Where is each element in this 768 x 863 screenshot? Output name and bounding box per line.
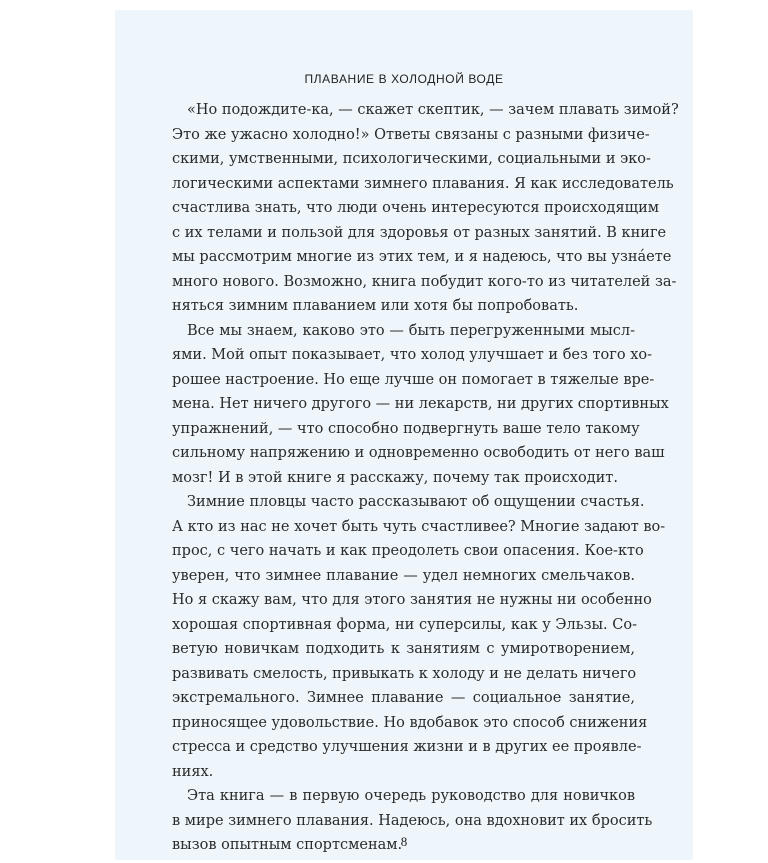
text-line: уверен, что зимнее плавание — удел немногих смельчаков. [172, 567, 635, 584]
text-line: скими, умственными, психологическими, социальными и эко- [172, 151, 651, 167]
text-line: ниях. [172, 763, 214, 780]
text-line: Это же ужасно холодно!» Ответы связаны с разными физиче- [172, 126, 650, 143]
text-line: упражнений, — что способно подвергнуть ваше тело такому [172, 420, 640, 437]
text-line: мозг! И в этой книге я расскажу, почему так происходит. [172, 469, 618, 486]
text-line: прос, с чего начать и как преодолеть свои опасения. Кое-кто [172, 543, 644, 559]
text-line: приносящее удовольствие. Но вдобавок это способ снижения [172, 714, 648, 731]
text-line: в мире зимнего плавания. Надеюсь, она вдохновит их бросить [172, 812, 653, 829]
text-line: экстремального. Зимнее плавание — социальное занятие, [172, 690, 635, 706]
text-line: с их телами и пользой для здоровья от разных занятий. В книге [172, 224, 667, 241]
text-line: Все мы знаем, каково это — быть перегруженными мысл- [187, 322, 635, 339]
running-head-title: ПЛАВАНИЕ В ХОЛОДНОЙ ВОДЕ [304, 72, 504, 86]
page-number: 8 [400, 834, 408, 849]
book-page [115, 10, 693, 860]
text-line: рошее настроение. Но еще лучше он помогает в тяжелые вре- [172, 371, 655, 388]
text-line: стресса и средство улучшения жизни и в других ее проявле- [172, 739, 642, 755]
text-line: Эта книга — в первую очередь руководство для новичков [187, 788, 635, 804]
text-line: вызов опытным спортсменам. [172, 837, 403, 853]
text-line: хорошая спортивная форма, ни суперсилы, как у Эльзы. Со- [172, 616, 637, 633]
text-line: мы рассмотрим многие из этих тем, и я надеюсь, что вы узнáете [172, 249, 672, 265]
text-line: мена. Нет ничего другого — ни лекарств, ни других спортивных [172, 396, 669, 412]
text-line: сильному напряжению и одновременно освободить от него ваш [172, 445, 665, 461]
body-text [172, 98, 679, 858]
text-line: Зимние пловцы часто рассказывают об ощущении счастья. [187, 494, 645, 510]
text-line: «Но подождите-ка, — скажет скептик, — зачем плавать зимой? [187, 102, 679, 118]
text-line: Но я скажу вам, что для этого занятия не нужны ни особенно [172, 592, 652, 608]
paragraph [172, 490, 666, 784]
paragraph [172, 98, 679, 319]
paragraph [172, 319, 669, 491]
text-line: ветую новичкам подходить к занятиям с умиротворением, [172, 641, 635, 657]
text-line: счастлива знать, что люди очень интересуются происходящим [172, 200, 660, 216]
text-line: ями. Мой опыт показывает, что холод улучшает и без того хо- [172, 347, 653, 363]
text-line: развивать смелость, привыкать к холоду и не делать ничего [172, 665, 637, 682]
text-line: А кто из нас не хочет быть чуть счастливее? Многие задают во- [172, 518, 666, 535]
text-line: логическими аспектами зимнего плавания. Я как исследователь [172, 175, 674, 192]
text-line: много нового. Возможно, книга побудит кого-то из читателей за- [172, 273, 677, 290]
text-line: няться зимним плаванием или хотя бы попробовать. [172, 298, 579, 314]
